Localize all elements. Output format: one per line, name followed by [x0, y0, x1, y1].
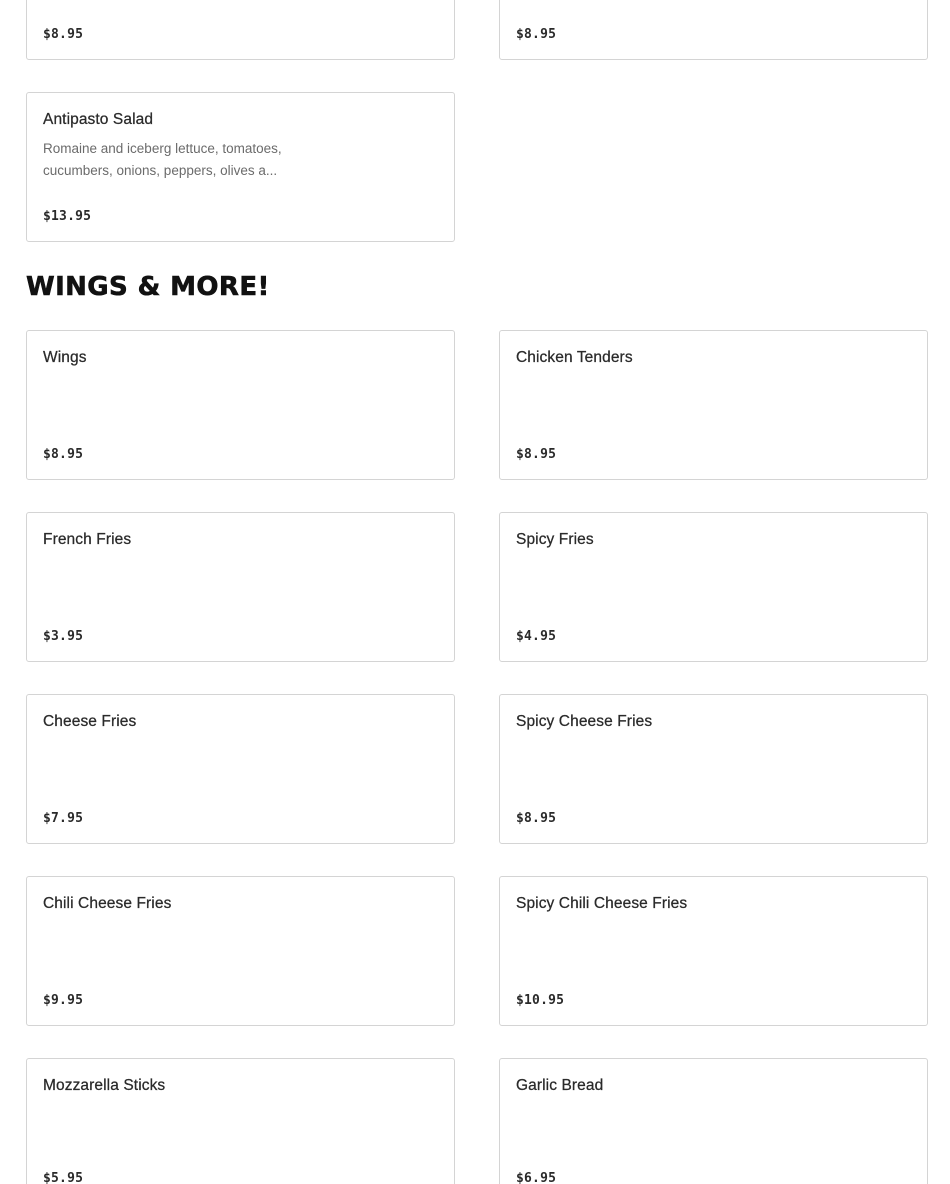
item-price: $6.95: [516, 1171, 557, 1184]
item-name: Spicy Fries: [516, 531, 594, 548]
menu-item-card-wings[interactable]: [26, 330, 455, 480]
item-price: $10.95: [516, 993, 565, 1008]
item-price: $8.95: [516, 811, 557, 826]
item-price: $3.95: [43, 629, 84, 644]
item-price: $8.95: [43, 447, 84, 462]
menu-item-card-chicken-tenders[interactable]: [499, 330, 928, 480]
item-name: Spicy Chili Cheese Fries: [516, 895, 688, 912]
item-name: Spicy Cheese Fries: [516, 713, 653, 730]
item-name: French Fries: [43, 531, 132, 548]
menu-item-card-french-fries[interactable]: [26, 512, 455, 662]
item-name: Chicken Tenders: [516, 349, 633, 366]
menu-item-card-antipasto-salad[interactable]: [26, 92, 455, 242]
menu-item-card-spicy-chili-cheese-fries[interactable]: [499, 876, 928, 1026]
item-name: Antipasto Salad: [43, 111, 154, 128]
item-description: Romaine and iceberg lettuce, tomatoes, cucumbers, onions, peppers, olives a...: [43, 141, 282, 178]
menu-item-card-spicy-fries[interactable]: [499, 512, 928, 662]
item-name: Mozzarella Sticks: [43, 1077, 166, 1094]
menu-item-card-chili-cheese-fries[interactable]: [26, 876, 455, 1026]
menu-item-card[interactable]: [499, 0, 928, 60]
item-price: $8.95: [43, 27, 84, 42]
menu-item-card[interactable]: [26, 0, 455, 60]
item-price: $13.95: [43, 209, 92, 224]
item-price: $7.95: [43, 811, 84, 826]
item-price: $5.95: [43, 1171, 84, 1184]
menu-item-card-mozzarella-sticks[interactable]: [26, 1058, 455, 1184]
item-price: $8.95: [516, 447, 557, 462]
item-price: $8.95: [516, 27, 557, 42]
item-name: Wings: [43, 349, 87, 366]
section-title: WINGS & MORE!: [26, 272, 270, 302]
item-name: Garlic Bread: [516, 1077, 604, 1094]
menu-item-card-cheese-fries[interactable]: [26, 694, 455, 844]
menu-item-card-spicy-cheese-fries[interactable]: [499, 694, 928, 844]
item-name: Cheese Fries: [43, 713, 137, 730]
item-name: Chili Cheese Fries: [43, 895, 172, 912]
menu-item-card-garlic-bread[interactable]: [499, 1058, 928, 1184]
item-price: $9.95: [43, 993, 84, 1008]
item-price: $4.95: [516, 629, 557, 644]
